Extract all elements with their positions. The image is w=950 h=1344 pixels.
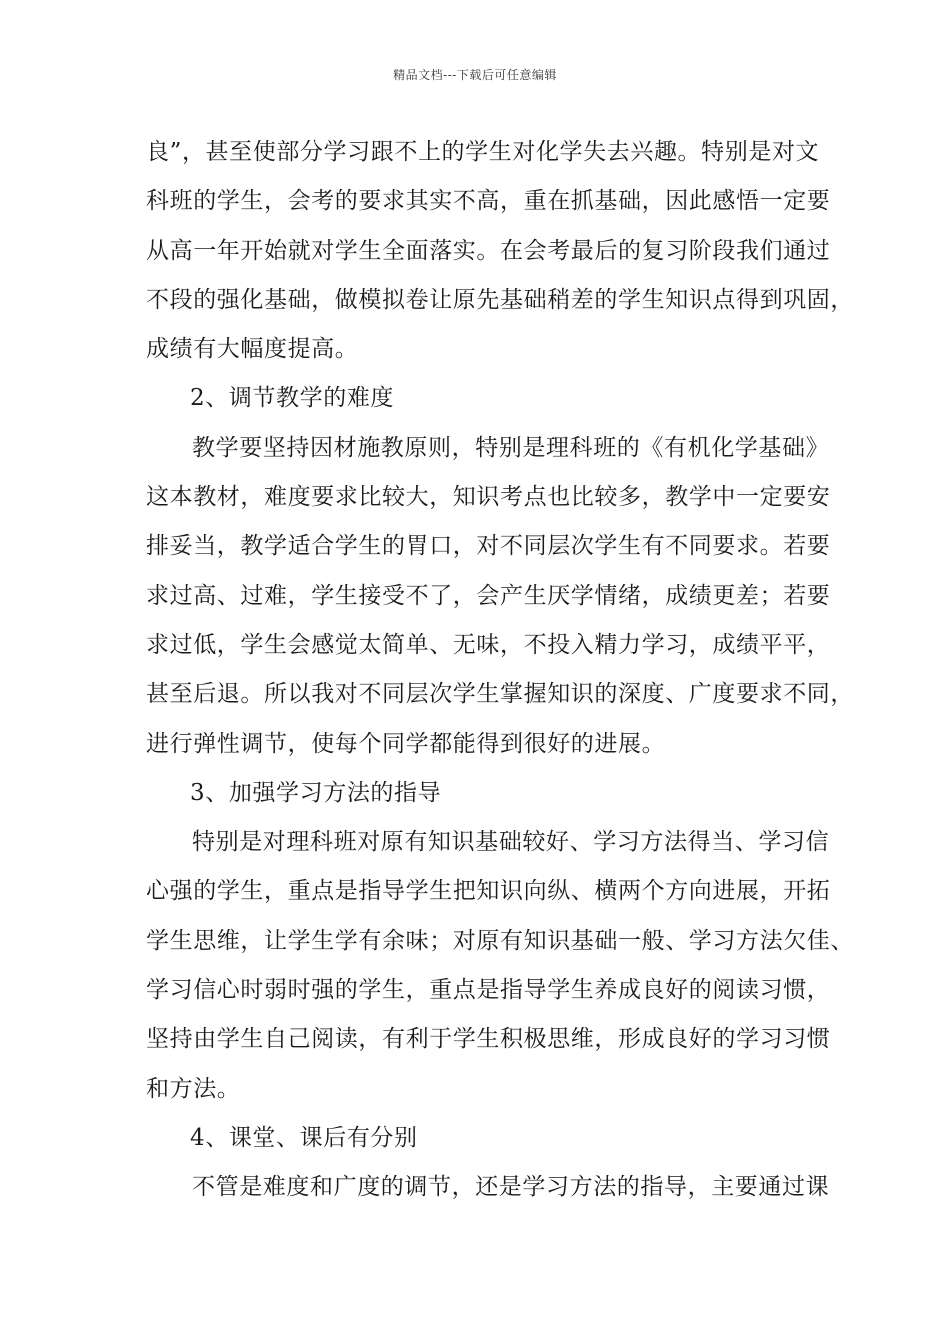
paragraph-line: 从高一年开始就对学生全面落实。在会考最后的复习阶段我们通过 — [146, 237, 831, 264]
section-heading: 3、加强学习方法的指导 — [190, 779, 442, 806]
paragraph-line: 求过高、过难，学生接受不了，会产生厌学情绪，成绩更差；若要 — [146, 582, 831, 609]
paragraph-line: 不管是难度和广度的调节，还是学习方法的指导，主要通过课 — [192, 1174, 830, 1201]
paragraph-line: 求过低，学生会感觉太简单、无味，不投入精力学习，成绩平平， — [146, 631, 831, 658]
paragraph-line: 甚至后退。所以我对不同层次学生掌握知识的深度、广度要求不同， — [146, 681, 854, 708]
paragraph-line: 和方法。 — [146, 1075, 241, 1102]
paragraph-line: 坚持由学生自己阅读，有利于学生积极思维，形成良好的学习习惯 — [146, 1026, 831, 1053]
paragraph-line: 进行弹性调节，使每个同学都能得到很好的进展。 — [146, 730, 666, 757]
document-body — [146, 128, 854, 1213]
paragraph-line: 科班的学生，会考的要求其实不高，重在抓基础，因此感悟一定要 — [146, 188, 831, 215]
paragraph-line: 学习信心时弱时强的学生，重点是指导学生养成良好的阅读习惯， — [146, 977, 831, 1004]
paragraph-line: 良”，甚至使部分学习跟不上的学生对化学失去兴趣。特别是对文 — [146, 139, 820, 165]
page-header: 精品文档---下载后可任意编辑 — [393, 68, 557, 82]
paragraph-line: 这本教材，难度要求比较大，知识考点也比较多，教学中一定要安 — [146, 484, 831, 511]
paragraph-line: 不段的强化基础，做模拟卷让原先基础稍差的学生知识点得到巩固， — [146, 286, 854, 313]
section-heading: 4、课堂、课后有分别 — [190, 1124, 418, 1151]
paragraph-line: 学生思维，让学生学有余味；对原有知识基础一般、学习方法欠佳、 — [146, 927, 854, 954]
paragraph-line: 成绩有大幅度提高。 — [146, 336, 359, 363]
paragraph-line: 心强的学生，重点是指导学生把知识向纵、横两个方向进展，开拓 — [146, 878, 831, 905]
paragraph-line: 教学要坚持因材施教原则，特别是理科班的《有机化学基础》 — [192, 434, 830, 461]
section-heading: 2、调节教学的难度 — [190, 385, 395, 412]
paragraph-line: 排妥当，教学适合学生的胃口，对不同层次学生有不同要求。若要 — [146, 533, 831, 560]
paragraph-line: 特别是对理科班对原有知识基础较好、学习方法得当、学习信 — [192, 829, 830, 856]
